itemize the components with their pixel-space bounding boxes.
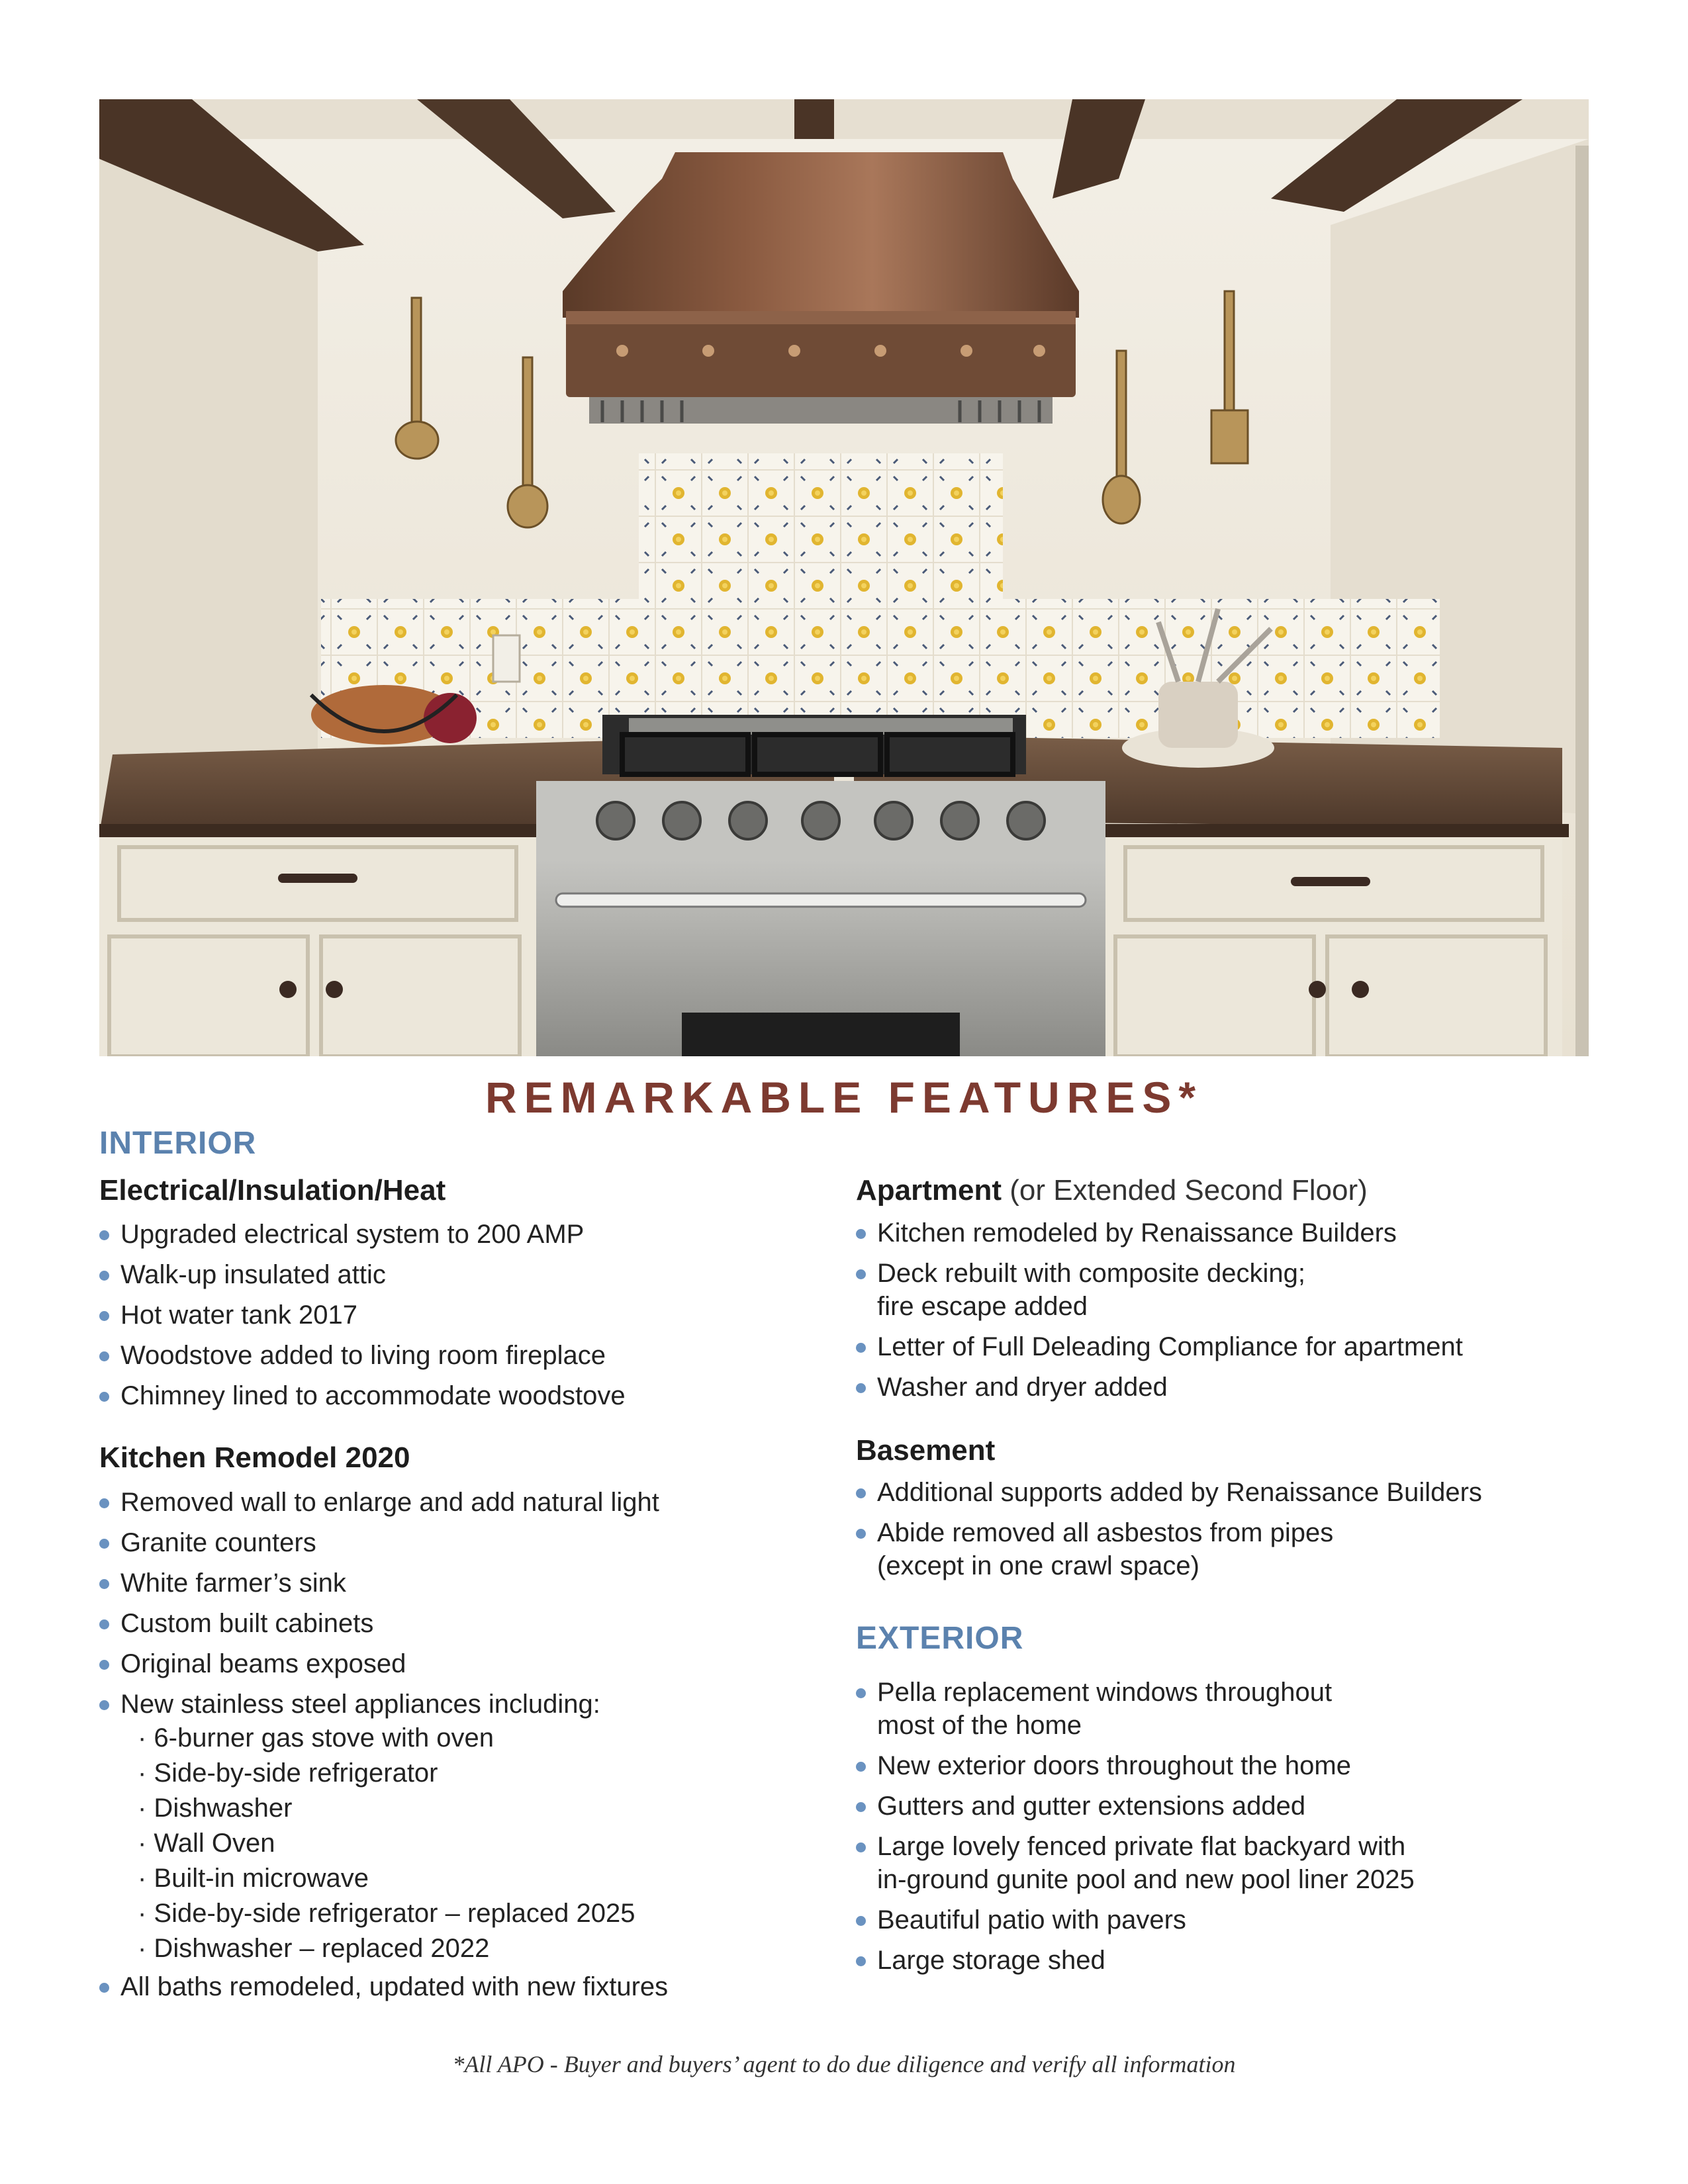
electrical-heading: Electrical/Insulation/Heat [99,1174,446,1206]
exterior-heading: EXTERIOR [856,1621,1024,1656]
kitchen-list [99,1486,794,2003]
list-item-text: Beautiful patio with pavers [877,1905,1186,1934]
bullet-dot [856,1383,866,1393]
bullet-dot [99,1539,109,1549]
list-item [99,1526,794,1559]
list-item [99,1607,794,1640]
bullet-dot [99,1311,109,1321]
bullet-dot [856,1488,866,1498]
bullet-dot [856,1229,866,1239]
list-item [856,1903,1584,1936]
list-item-text: Granite counters [120,1528,316,1557]
list-item [99,1339,794,1372]
appliance-item: · Built-in microwave [138,1864,369,1893]
list-item-text: Upgraded electrical system to 200 AMP [120,1220,585,1249]
list-item-text: Walk-up insulated attic [120,1260,386,1289]
apartment-heading-note: (or Extended Second Floor) [1009,1174,1368,1206]
list-item [99,1379,794,1412]
list-item [856,1676,1584,1742]
list-item-text: Washer and dryer added [877,1373,1168,1402]
list-item-text: New exterior doors throughout the home [877,1751,1351,1780]
bullet-dot [99,1619,109,1629]
appliance-item: · Dishwasher [138,1794,293,1823]
appliance-item: · Wall Oven [138,1829,275,1858]
kitchen-heading: Kitchen Remodel 2020 [99,1441,410,1474]
list-item-text: Removed wall to enlarge and add natural light [120,1488,659,1517]
bullet-dot [856,1269,866,1279]
list-item-text: Woodstove added to living room fireplace [120,1341,606,1370]
electrical-list [99,1218,794,1420]
apartment-list [856,1216,1584,1411]
bullet-dot [99,1351,109,1361]
list-item [99,1567,794,1600]
bullet-dot [99,1271,109,1281]
appliance-item: · Side-by-side refrigerator – replaced 2025 [138,1899,635,1928]
bullet-dot [99,1498,109,1508]
bullet-dot [99,1579,109,1589]
list-item [99,1486,794,1519]
interior-heading: INTERIOR [99,1126,257,1161]
bullet-dot [856,1802,866,1812]
list-item [856,1516,1584,1582]
list-item-text: most of the home [877,1711,1082,1740]
list-item-text: White farmer’s sink [120,1569,346,1598]
basement-list [856,1476,1584,1590]
list-item-text: Kitchen remodeled by Renaissance Builders [877,1218,1397,1248]
list-item [99,1298,794,1332]
list-item [856,1790,1584,1823]
list-item-text: Original beams exposed [120,1649,406,1678]
list-item-text: Gutters and gutter extensions added [877,1792,1306,1821]
bullet-dot [856,1916,866,1926]
bullet-dot [856,1956,866,1966]
page-title: REMARKABLE FEATURES* [485,1073,1203,1122]
bullet-dot [99,1983,109,1993]
list-item-text: Large storage shed [877,1946,1105,1975]
list-item [99,1218,794,1251]
list-item-text: Custom built cabinets [120,1609,374,1638]
bullet-dot [856,1688,866,1698]
list-item [856,1330,1584,1363]
list-item [856,1830,1584,1896]
kitchen-illustration [99,99,1589,1056]
basement-heading: Basement [856,1434,996,1467]
bullet-dot [856,1343,866,1353]
appliance-item: · 6-burner gas stove with oven [138,1723,494,1752]
list-item [856,1944,1584,1977]
list-item-text: Chimney lined to accommodate woodstove [120,1381,626,1410]
list-item-text: Additional supports added by Renaissance Builders [877,1478,1482,1507]
bullet-dot [99,1660,109,1670]
disclaimer-footnote: *All APO - Buyer and buyers’ agent to do due diligence and verify all information [452,2051,1236,2077]
bullet-dot [99,1230,109,1240]
list-item-text: All baths remodeled, updated with new fixtures [120,1972,669,2001]
apartment-heading-row [856,1174,1368,1207]
list-item-text: Deck rebuilt with composite decking; [877,1259,1305,1288]
list-item-text: Pella replacement windows throughout [877,1678,1333,1707]
list-item-text: Abide removed all asbestos from pipes [877,1518,1334,1547]
bullet-dot [99,1392,109,1402]
exterior-list [856,1676,1584,1984]
list-item [856,1476,1584,1509]
bullet-dot [856,1762,866,1772]
appliance-item: · Side-by-side refrigerator [138,1758,438,1788]
list-item-text: New stainless steel appliances including: [120,1690,600,1719]
list-item [99,1688,794,1721]
list-item [856,1749,1584,1782]
list-item-text: Large lovely fenced private flat backyard with [877,1832,1406,1861]
kitchen-photo [99,99,1589,1056]
bullet-dot [856,1529,866,1539]
list-item [856,1257,1584,1323]
list-item-text: Hot water tank 2017 [120,1300,357,1330]
appliance-item: · Dishwasher – replaced 2022 [138,1934,490,1963]
bullet-dot [99,1700,109,1710]
list-item-text: (except in one crawl space) [877,1551,1199,1580]
list-item [99,1647,794,1680]
list-item-text: Letter of Full Deleading Compliance for apartment [877,1332,1463,1361]
list-item [856,1371,1584,1404]
list-item [99,1258,794,1291]
list-item-text: fire escape added [877,1292,1088,1321]
bullet-dot [856,1843,866,1852]
list-item-text: in-ground gunite pool and new pool liner 2025 [877,1865,1415,1894]
apartment-heading: Apartment [856,1174,1002,1206]
appliance-sublist [99,1721,794,1966]
list-item [856,1216,1584,1250]
list-item [99,1970,794,2003]
